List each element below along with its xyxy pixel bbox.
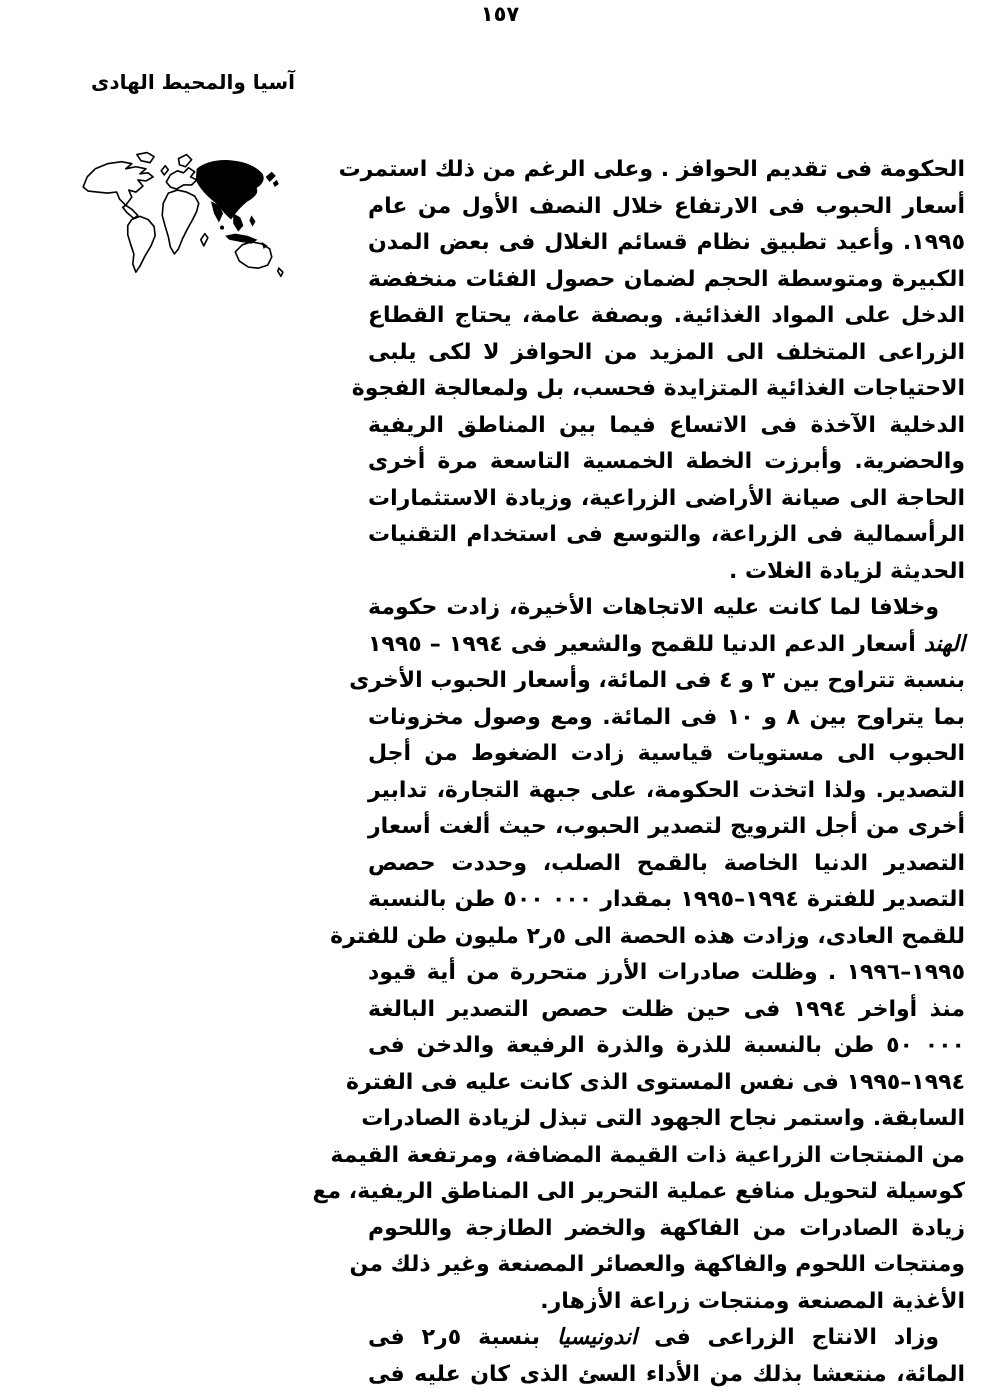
- text-line: [368, 992, 965, 1029]
- text-segment: الرأسمالية فى الزراعة، والتوسع فى استخدام التقنيات: [368, 522, 965, 547]
- text-line: [349, 1247, 965, 1284]
- text-line: [368, 809, 965, 846]
- text-segment: منذ أواخر ١٩٩٤ فى حين ظلت حصص التصدير البالغة: [368, 996, 965, 1022]
- text-line: [368, 882, 965, 919]
- running-header: آسيا والمحيط الهادى: [91, 70, 295, 94]
- text-segment: للقمح العادى، وزادت هذه الحصة الى ٥ر٢ مليون طن للفترة: [330, 923, 965, 949]
- text-line: [368, 262, 965, 299]
- text-line: [368, 955, 965, 992]
- text-segment: السابقة. واستمر نجاح الجهود التى تبذل لزيادة الصادرات: [361, 1106, 965, 1131]
- text-segment: الدخلية الآخذة فى الاتساع فيما بين المناطق الريفية: [368, 412, 965, 438]
- text-segment: ١٩٩٤–١٩٩٥ فى نفس المستوى الذى كانت عليه فى الفترة: [345, 1069, 965, 1095]
- text-line: [368, 846, 965, 883]
- text-segment: التصدير. ولذا اتخذت الحكومة، على جبهة التجارة، تدابير: [368, 777, 965, 803]
- text-line: [330, 1138, 965, 1175]
- text-line: [312, 1174, 965, 1211]
- text-line: [368, 1320, 965, 1357]
- text-segment: الحكومة فى تقديم الحوافز . وعلى الرغم من ذلك استمرت: [338, 157, 965, 182]
- world-map-asia-highlighted-icon: [73, 148, 291, 296]
- text-line: [368, 627, 965, 664]
- text-line: [361, 1101, 965, 1138]
- text-line: [368, 298, 965, 335]
- text-segment: التصدير الدنيا الخاصة بالقمح الصلب، وحددت حصص: [368, 850, 965, 876]
- text-line: [368, 1284, 965, 1321]
- text-segment: الكبيرة ومتوسطة الحجم لضمان حصول الفئات منخفضة: [368, 266, 965, 292]
- text-segment: بنسبة ٥ر٢ فى: [368, 1325, 557, 1350]
- text-segment: من المنتجات الزراعية ذات القيمة المضافة، ومرتفعة القيمة: [330, 1142, 965, 1168]
- text-segment: الزراعى المتخلف الى المزيد من الحوافز لا لكى يلبى: [368, 339, 965, 365]
- text-line: [368, 335, 965, 372]
- text-segment: الاحتياجات الغذائية المتزايدة فحسب، بل ولمعالجة الفجوة: [351, 376, 965, 401]
- text-segment: ١٩٩٥. وأعيد تطبيق نظام قسائم الغلال فى بعض المدن: [368, 230, 965, 255]
- italic-term: اندونيسيا: [557, 1325, 638, 1350]
- text-segment: زيادة الصادرات من الفاكهة والخضر الطازجة واللحوم: [368, 1215, 965, 1241]
- text-segment: ١٩٩٥–١٩٩٦ . وظلت صادرات الأرز متحررة من أية قيود: [368, 960, 965, 985]
- text-segment: والحضرية. وأبرزت الخطة الخمسية التاسعة مرة أخرى: [368, 449, 965, 474]
- text-line: [338, 152, 965, 189]
- text-line: [368, 773, 965, 810]
- text-segment: أسعار الدعم الدنيا للقمح والشعير فى ١٩٩٤ – ١٩٩٥: [368, 631, 924, 657]
- text-segment: بنسبة تتراوح بين ٣ و ٤ فى المائة، وأسعار الحبوب الأخرى: [349, 668, 965, 693]
- text-segment: أخرى من أجل الترويج لتصدير الحبوب، حيث ألغت أسعار: [368, 814, 965, 839]
- text-line: [345, 1065, 965, 1102]
- text-segment: الدخل على المواد الغذائية. وبصفة عامة، يحتاج القطاع: [368, 303, 965, 328]
- italic-term: الهند: [923, 631, 965, 657]
- text-line: [368, 481, 965, 518]
- text-line: [368, 1028, 965, 1065]
- text-segment: ومنتجات اللحوم والفاكهة والعصائر المصنعة وغير ذلك من: [349, 1252, 965, 1277]
- text-segment: التصدير للفترة ١٩٩٤–١٩٩٥ بمقدار ٥٠٠ ٠٠٠ طن بالنسبة: [368, 887, 965, 912]
- article-body: [312, 152, 965, 1393]
- text-segment: بما يتراوح بين ٨ و ١٠ فى المائة. ومع وصول مخزونات: [368, 704, 965, 730]
- page-number: ١٥٧: [480, 2, 520, 26]
- text-line: [368, 700, 965, 737]
- text-segment: الأغذية المصنعة ومنتجات زراعة الأزهار.: [540, 1288, 965, 1314]
- text-line: [368, 554, 965, 591]
- text-segment: الحاجة الى صيانة الأراضى الزراعية، وزيادة الاستثمارات: [368, 485, 965, 511]
- text-line: [368, 225, 965, 262]
- text-line: [368, 736, 965, 773]
- text-line: [368, 408, 965, 445]
- text-segment: وزاد الانتاج الزراعى فى: [637, 1325, 939, 1350]
- text-segment: كوسيلة لتحويل منافع عملية التحرير الى المناطق الريفية، مع: [312, 1179, 965, 1204]
- text-line: [368, 517, 965, 554]
- text-segment: الحديثة لزيادة الغلات .: [728, 558, 965, 584]
- text-segment: ٥٠ ٠٠٠ طن بالنسبة للذرة والذرة الرفيعة والدخن فى: [368, 1033, 965, 1058]
- text-line: [368, 1357, 965, 1394]
- text-line: [330, 919, 965, 956]
- world-map-image: [73, 148, 291, 296]
- text-segment: الحبوب الى مستويات قياسية زادت الضغوط من أجل: [368, 741, 965, 766]
- text-line: [368, 189, 965, 226]
- text-line: [368, 1211, 965, 1248]
- text-line: [349, 663, 965, 700]
- text-segment: وخلافا لما كانت عليه الاتجاهات الأخيرة، زادت حكومة: [368, 595, 939, 620]
- text-segment: أسعار الحبوب فى الارتفاع خلال النصف الأول من عام: [368, 193, 965, 219]
- text-line: [351, 371, 965, 408]
- text-line: [368, 444, 965, 481]
- text-line: [368, 590, 965, 627]
- text-segment: المائة، منتعشا بذلك من الأداء السئ الذى كان عليه فى: [368, 1361, 965, 1387]
